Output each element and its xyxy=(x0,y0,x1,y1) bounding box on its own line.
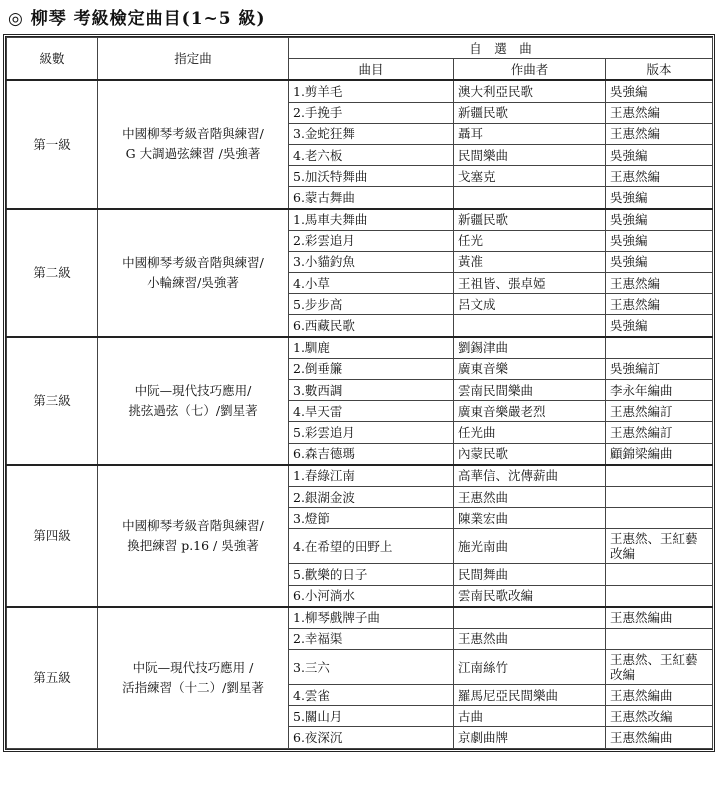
composer-cell: 雲南民間樂曲 xyxy=(454,380,606,401)
edition-cell: 王惠然編訂 xyxy=(606,422,713,443)
edition-cell: 王惠然編 xyxy=(606,123,713,144)
edition-cell: 吳強編 xyxy=(606,144,713,165)
header-edition: 版本 xyxy=(606,59,713,81)
header-composer: 作曲者 xyxy=(454,59,606,81)
composer-cell: 高華信、沈傳薪曲 xyxy=(454,465,606,487)
composer-cell xyxy=(454,187,606,209)
composer-cell: 京劇曲牌 xyxy=(454,727,606,748)
composer-cell: 王惠然曲 xyxy=(454,628,606,649)
set-piece-line: 中國柳琴考級音階與練習/ xyxy=(122,126,264,142)
song-cell: 4.老六板 xyxy=(289,144,454,165)
composer-cell: 施光南曲 xyxy=(454,529,606,564)
composer-cell xyxy=(454,607,606,629)
set-piece-line: 小輪練習/吳強著 xyxy=(147,274,239,290)
composer-cell: 新疆民歌 xyxy=(454,102,606,123)
edition-cell: 吳強編 xyxy=(606,80,713,102)
grade-cell: 第五級 xyxy=(7,607,98,748)
set-piece-cell xyxy=(98,80,289,208)
composer-cell: 陳業宏曲 xyxy=(454,508,606,529)
song-cell: 6.森吉德瑪 xyxy=(289,443,454,465)
edition-cell: 王惠然編 xyxy=(606,294,713,315)
song-cell: 4.雲雀 xyxy=(289,685,454,706)
song-cell: 4.在希望的田野上 xyxy=(289,529,454,564)
edition-cell: 王惠然編 xyxy=(606,273,713,294)
grade-cell: 第一級 xyxy=(7,80,98,208)
header-song: 曲目 xyxy=(289,59,454,81)
composer-cell: 內蒙民歌 xyxy=(454,443,606,465)
table-row xyxy=(7,337,713,359)
song-cell: 6.西藏民歌 xyxy=(289,315,454,337)
composer-cell: 澳大利亞民歌 xyxy=(454,80,606,102)
grade-cell: 第二級 xyxy=(7,209,98,337)
song-cell: 5.歡樂的日子 xyxy=(289,564,454,585)
table-row xyxy=(7,465,713,487)
song-cell: 2.銀湖金波 xyxy=(289,486,454,507)
composer-cell: 王惠然曲 xyxy=(454,486,606,507)
header-grade: 級數 xyxy=(7,38,98,81)
composer-cell xyxy=(454,315,606,337)
song-cell: 2.幸福渠 xyxy=(289,628,454,649)
song-cell: 5.加沃特舞曲 xyxy=(289,166,454,187)
exam-repertoire-table xyxy=(6,37,713,749)
edition-cell: 王惠然編 xyxy=(606,102,713,123)
edition-cell: 李永年編曲 xyxy=(606,380,713,401)
composer-cell: 聶耳 xyxy=(454,123,606,144)
composer-cell: 黃准 xyxy=(454,251,606,272)
set-piece-line: 中國柳琴考級音階與練習/ xyxy=(122,517,264,533)
set-piece-line: 中國柳琴考級音階與練習/ xyxy=(122,254,264,270)
header-set-piece: 指定曲 xyxy=(98,38,289,81)
header-free-choice: 自 選 曲 xyxy=(289,38,713,59)
edition-cell xyxy=(606,486,713,507)
set-piece-line: 中阮—現代技巧應用/ xyxy=(134,382,252,398)
composer-cell: 江南絲竹 xyxy=(454,650,606,685)
song-cell: 2.手挽手 xyxy=(289,102,454,123)
table-body xyxy=(7,80,713,748)
edition-cell: 王惠然編 xyxy=(606,166,713,187)
edition-cell: 王惠然編曲 xyxy=(606,685,713,706)
song-cell: 6.小河淌水 xyxy=(289,585,454,607)
song-cell: 3.三六 xyxy=(289,650,454,685)
edition-cell: 顧錦梁編曲 xyxy=(606,443,713,465)
edition-cell: 吳強編 xyxy=(606,230,713,251)
composer-cell: 劉錫津曲 xyxy=(454,337,606,359)
composer-cell: 古曲 xyxy=(454,706,606,727)
grade-cell: 第四級 xyxy=(7,465,98,607)
table-row xyxy=(7,80,713,102)
song-cell: 6.夜深沉 xyxy=(289,727,454,748)
edition-cell: 吳強編 xyxy=(606,315,713,337)
song-cell: 5.步步高 xyxy=(289,294,454,315)
composer-cell: 民間舞曲 xyxy=(454,564,606,585)
song-cell: 5.關山月 xyxy=(289,706,454,727)
song-cell: 5.彩雲追月 xyxy=(289,422,454,443)
set-piece-cell xyxy=(98,337,289,465)
edition-cell: 王惠然、王紅藝改編 xyxy=(606,650,713,685)
edition-cell: 吳強編 xyxy=(606,209,713,231)
edition-cell: 吳強編訂 xyxy=(606,358,713,379)
composer-cell: 雲南民歌改編 xyxy=(454,585,606,607)
song-cell: 4.小草 xyxy=(289,273,454,294)
table-row xyxy=(7,209,713,231)
composer-cell: 廣東音樂嚴老烈 xyxy=(454,401,606,422)
composer-cell: 任光 xyxy=(454,230,606,251)
edition-cell: 王惠然編曲 xyxy=(606,727,713,748)
composer-cell: 羅馬尼亞民間樂曲 xyxy=(454,685,606,706)
song-cell: 3.燈節 xyxy=(289,508,454,529)
set-piece-cell xyxy=(98,209,289,337)
set-piece-line: 挑弦過弦（七）/劉星著 xyxy=(128,402,258,418)
song-cell: 2.彩雲追月 xyxy=(289,230,454,251)
table-row xyxy=(7,607,713,629)
song-cell: 2.倒垂簾 xyxy=(289,358,454,379)
edition-cell: 王惠然編訂 xyxy=(606,401,713,422)
song-cell: 6.蒙古舞曲 xyxy=(289,187,454,209)
set-piece-line: G 大調過弦練習 /吳強著 xyxy=(125,146,261,162)
edition-cell xyxy=(606,564,713,585)
composer-cell: 廣東音樂 xyxy=(454,358,606,379)
song-cell: 3.數西調 xyxy=(289,380,454,401)
set-piece-cell xyxy=(98,465,289,607)
edition-cell xyxy=(606,628,713,649)
grade-cell: 第三級 xyxy=(7,337,98,465)
composer-cell: 戈塞克 xyxy=(454,166,606,187)
song-cell: 1.春綠江南 xyxy=(289,465,454,487)
edition-cell: 吳強編 xyxy=(606,187,713,209)
composer-cell: 任光曲 xyxy=(454,422,606,443)
page-title: ◎ 柳琴 考級檢定曲目(1~5 級) xyxy=(8,9,266,29)
composer-cell: 王祖皆、張卓婭 xyxy=(454,273,606,294)
song-cell: 1.馴鹿 xyxy=(289,337,454,359)
song-cell: 1.柳琴戲牌子曲 xyxy=(289,607,454,629)
composer-cell: 民間樂曲 xyxy=(454,144,606,165)
edition-cell xyxy=(606,337,713,359)
composer-cell: 新疆民歌 xyxy=(454,209,606,231)
edition-cell xyxy=(606,465,713,487)
song-cell: 3.金蛇狂舞 xyxy=(289,123,454,144)
set-piece-line: 換把練習 p.16 / 吳強著 xyxy=(127,537,259,553)
song-cell: 1.剪羊毛 xyxy=(289,80,454,102)
exam-repertoire-table-frame xyxy=(3,34,715,752)
set-piece-line: 活指練習（十二）/劉星著 xyxy=(122,679,264,695)
composer-cell: 呂文成 xyxy=(454,294,606,315)
song-cell: 4.旱天雷 xyxy=(289,401,454,422)
edition-cell xyxy=(606,508,713,529)
song-cell: 3.小貓釣魚 xyxy=(289,251,454,272)
set-piece-cell xyxy=(98,607,289,748)
song-cell: 1.馬車夫舞曲 xyxy=(289,209,454,231)
set-piece-line: 中阮—現代技巧應用 / xyxy=(132,659,254,675)
edition-cell: 吳強編 xyxy=(606,251,713,272)
edition-cell: 王惠然、王紅藝改編 xyxy=(606,529,713,564)
edition-cell xyxy=(606,585,713,607)
edition-cell: 王惠然改編 xyxy=(606,706,713,727)
edition-cell: 王惠然編曲 xyxy=(606,607,713,629)
